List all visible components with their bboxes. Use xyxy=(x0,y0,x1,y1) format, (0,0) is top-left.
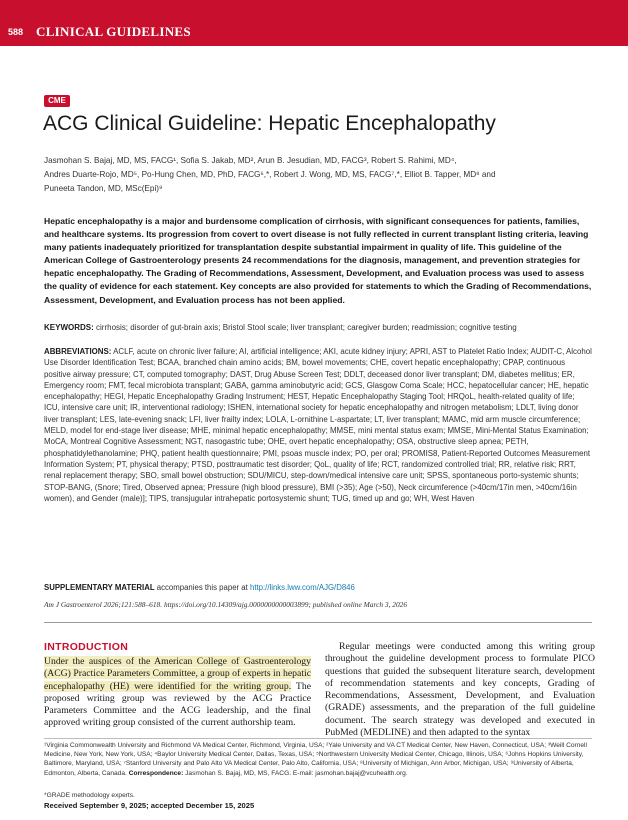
header-bar xyxy=(0,0,628,46)
grade-note: *GRADE methodology experts. xyxy=(44,792,135,799)
introduction-right-column: Regular meetings were conducted among this writing group throughout the guideline development process to formulate PICO questions that guided the subsequent literature search, development of recommendation statements and key concepts, Grading of Recommendations, Assessment, Development, and Evaluation (GRADE) assessments, and the preparation of the full guideline document. The search strategy was developed and executed in PubMed (MEDLINE) and then adapted to the syntax xyxy=(325,641,595,739)
citation: Am J Gastroenterol 2026;121:588–618. https://doi.org/10.14309/ajg.0000000000003899; published online March 3, 2026 xyxy=(44,600,408,609)
supplementary-link[interactable]: http://links.lww.com/AJG/D846 xyxy=(249,583,355,592)
abbreviations-label: ABBREVIATIONS: xyxy=(44,347,112,356)
introduction-heading: INTRODUCTION xyxy=(44,641,129,653)
author-line: Andres Duarte-Rojo, MD⁵, Po-Hung Chen, MD, PhD, FACG⁶,*, Robert J. Wong, MD, MS, FACG⁷,*, Elliot B. Tapper, MD⁸ and xyxy=(44,170,496,179)
supplementary-label: SUPPLEMENTARY MATERIAL xyxy=(44,583,155,592)
received-dates: Received September 9, 2025; accepted December 15, 2025 xyxy=(44,801,255,810)
correspondence-text: Jasmohan S. Bajaj, MD, MS, FACG. E-mail: jasmohan.bajaj@vcuhealth.org. xyxy=(185,769,408,777)
keywords xyxy=(44,322,592,333)
keywords-label: KEYWORDS: xyxy=(44,323,94,332)
highlighted-text: Under the auspices of the American College of Gastroenterology (ACG) Practice Parameters Committee, a group of experts in hepatic encephalopathy (HE) were identified for the writing group. xyxy=(44,656,311,692)
correspondence-label: Correspondence: xyxy=(128,769,184,777)
divider xyxy=(44,622,592,623)
divider xyxy=(44,738,592,739)
cme-badge: CME xyxy=(44,95,70,107)
supplementary-material xyxy=(44,583,592,592)
affiliations-text: ¹Virginia Commonwealth University and Richmond VA Medical Center, Richmond, Virginia, USA; ²Yale University and VA CT Medical Center, New Haven, Connecticut, USA; ³Weill Cornell Medicine, New York, New York, USA; ⁴Baylor University Medical Center, Dallas, Texas, USA; ⁵Northwestern University Medical Center, Chicago, Illinois, USA; ⁶Johns Hopkins University, Baltimore, Maryland, USA; ⁷Stanford University and Palo Alto VA Medical Center, Palo Alto, California, USA; ⁸University of Michigan, Ann Arbor, Michigan, USA; ⁹University of Alberta, Edmonton, Alberta, Canada. xyxy=(44,742,587,777)
page-number: 588 xyxy=(8,27,24,37)
introduction-left-column xyxy=(44,656,311,730)
article-title: ACG Clinical Guideline: Hepatic Encephalopathy xyxy=(43,112,496,135)
affiliations xyxy=(44,741,592,778)
abbreviations xyxy=(44,346,592,504)
author-list xyxy=(44,154,592,196)
author-line: Jasmohan S. Bajaj, MD, MS, FACG¹, Sofia S. Jakab, MD², Arun B. Jesudian, MD, FACG³, Robert S. Rahimi, MD⁴, xyxy=(44,156,457,165)
section-label: CLINICAL GUIDELINES xyxy=(36,24,191,39)
supplementary-text: accompanies this paper at xyxy=(156,583,248,592)
author-line: Puneeta Tandon, MD, MSc(Epi)⁹ xyxy=(44,184,163,193)
abstract: Hepatic encephalopathy is a major and burdensome complication of cirrhosis, with significant consequences for patients, families, and healthcare systems. Its progression from covert to overt disease is not fully reflected in current transplant listing criteria, leaving many patients inadequately prioritized for transplantation despite substantial impairment in quality of life. This guideline of the American College of Gastroenterology presents 24 recommendations for the diagnosis, management, and prevention strategies for hepatic encephalopathy. The Grading of Recommendations, Assessment, Development, and Evaluation process was used to assess the quality of evidence for each statement. Key concepts are also provided for statements to which the Grading of Recommendations, Assessment, Development, and Evaluation process has not been applied. xyxy=(44,216,592,305)
keywords-text: cirrhosis; disorder of gut-brain axis; Bristol Stool scale; liver transplant; caregiver burden; readmission; cognitive testing xyxy=(96,323,517,332)
abbreviations-text: ACLF, acute on chronic liver failure; AI, artificial intelligence; AKI, acute kidney injury; APRI, AST to Platelet Ratio Index; AUDIT-C, Alcohol Use Disorder Identification Test; BCAA, branched chain amino acids; BM, bowel movements; CHE, covert hepatic encephalopathy; CPAP, continuous positive airway pressure; CT, computed tomography; DAST, Drug Abuse Screen Test; DDLT, deceased donor liver transplant; DM, diabetes mellitus; ER, Emergency room; FMT, fecal microbiota transplant; GABA, gamma aminobutyric acid; GCS, Glasgow Coma Scale; HCC, hepatocellular cancer; HE, hepatic encephalopathy; HEGI, Hepatic Encephalopathy Grading Instrument; HEST, Hepatic Encephalopathy Staging Tool; HRQoL, health-related quality of life; ICU, intensive care unit; IR, interventional radiology; ISHEN, international society for hepatic encephalopathy and nitrogen metabolism; LDLT, living donor liver transplant; LES, late-evening snack; LFI, liver frailty index; LOLA, L-ornithine L-aspartate; LT, liver transplant; MAMC, mid arm muscle circumference; MELD, model for end-stage liver disease; MHE, minimal hepatic encephalopathy; MMSE, mini mental status exam; MMSE, Mini-Mental Status Examination; MoCA, Montreal Cognitive Assessment; NGT, nasogastric tube; OHE, overt hepatic encephalopathy; OSA, obstructive sleep apnea; PETH, phosphatidylethanolamine; PHQ, patient health questionnaire; PMI, psoas muscle index; PO, per oral; PROMIS8, Patient-Reported Outcomes Measurement Information System; PT, physical therapy; PTSD, posttraumatic test disorder; QoL, quality of life; RCT, randomized controlled trial; RR, relative risk; RRT, renal replacement therapy; SBO, small bowel obstruction; SDU/MICU, step-down/medical intensive care unit; SPSS, spontaneous porto-systemic shunts; STOP-BANG, (Snore; Tired, Observed apnea; Pressure (high blood pressure), BMI (>35); Age (>50), Neck circumference (>40cm/17in men, >40cm/16in women), and Gender (male)]; TIPS, transjugular intrahepatic portosystemic shunt; TUG, timed up and go; WH, West Haven xyxy=(44,347,592,503)
introduction-text: The proposed writing group was reviewed by the ACG Practice Parameters Committee and the ACG leadership, and the final approved writing group consisted of the current authorship team. xyxy=(44,680,311,729)
